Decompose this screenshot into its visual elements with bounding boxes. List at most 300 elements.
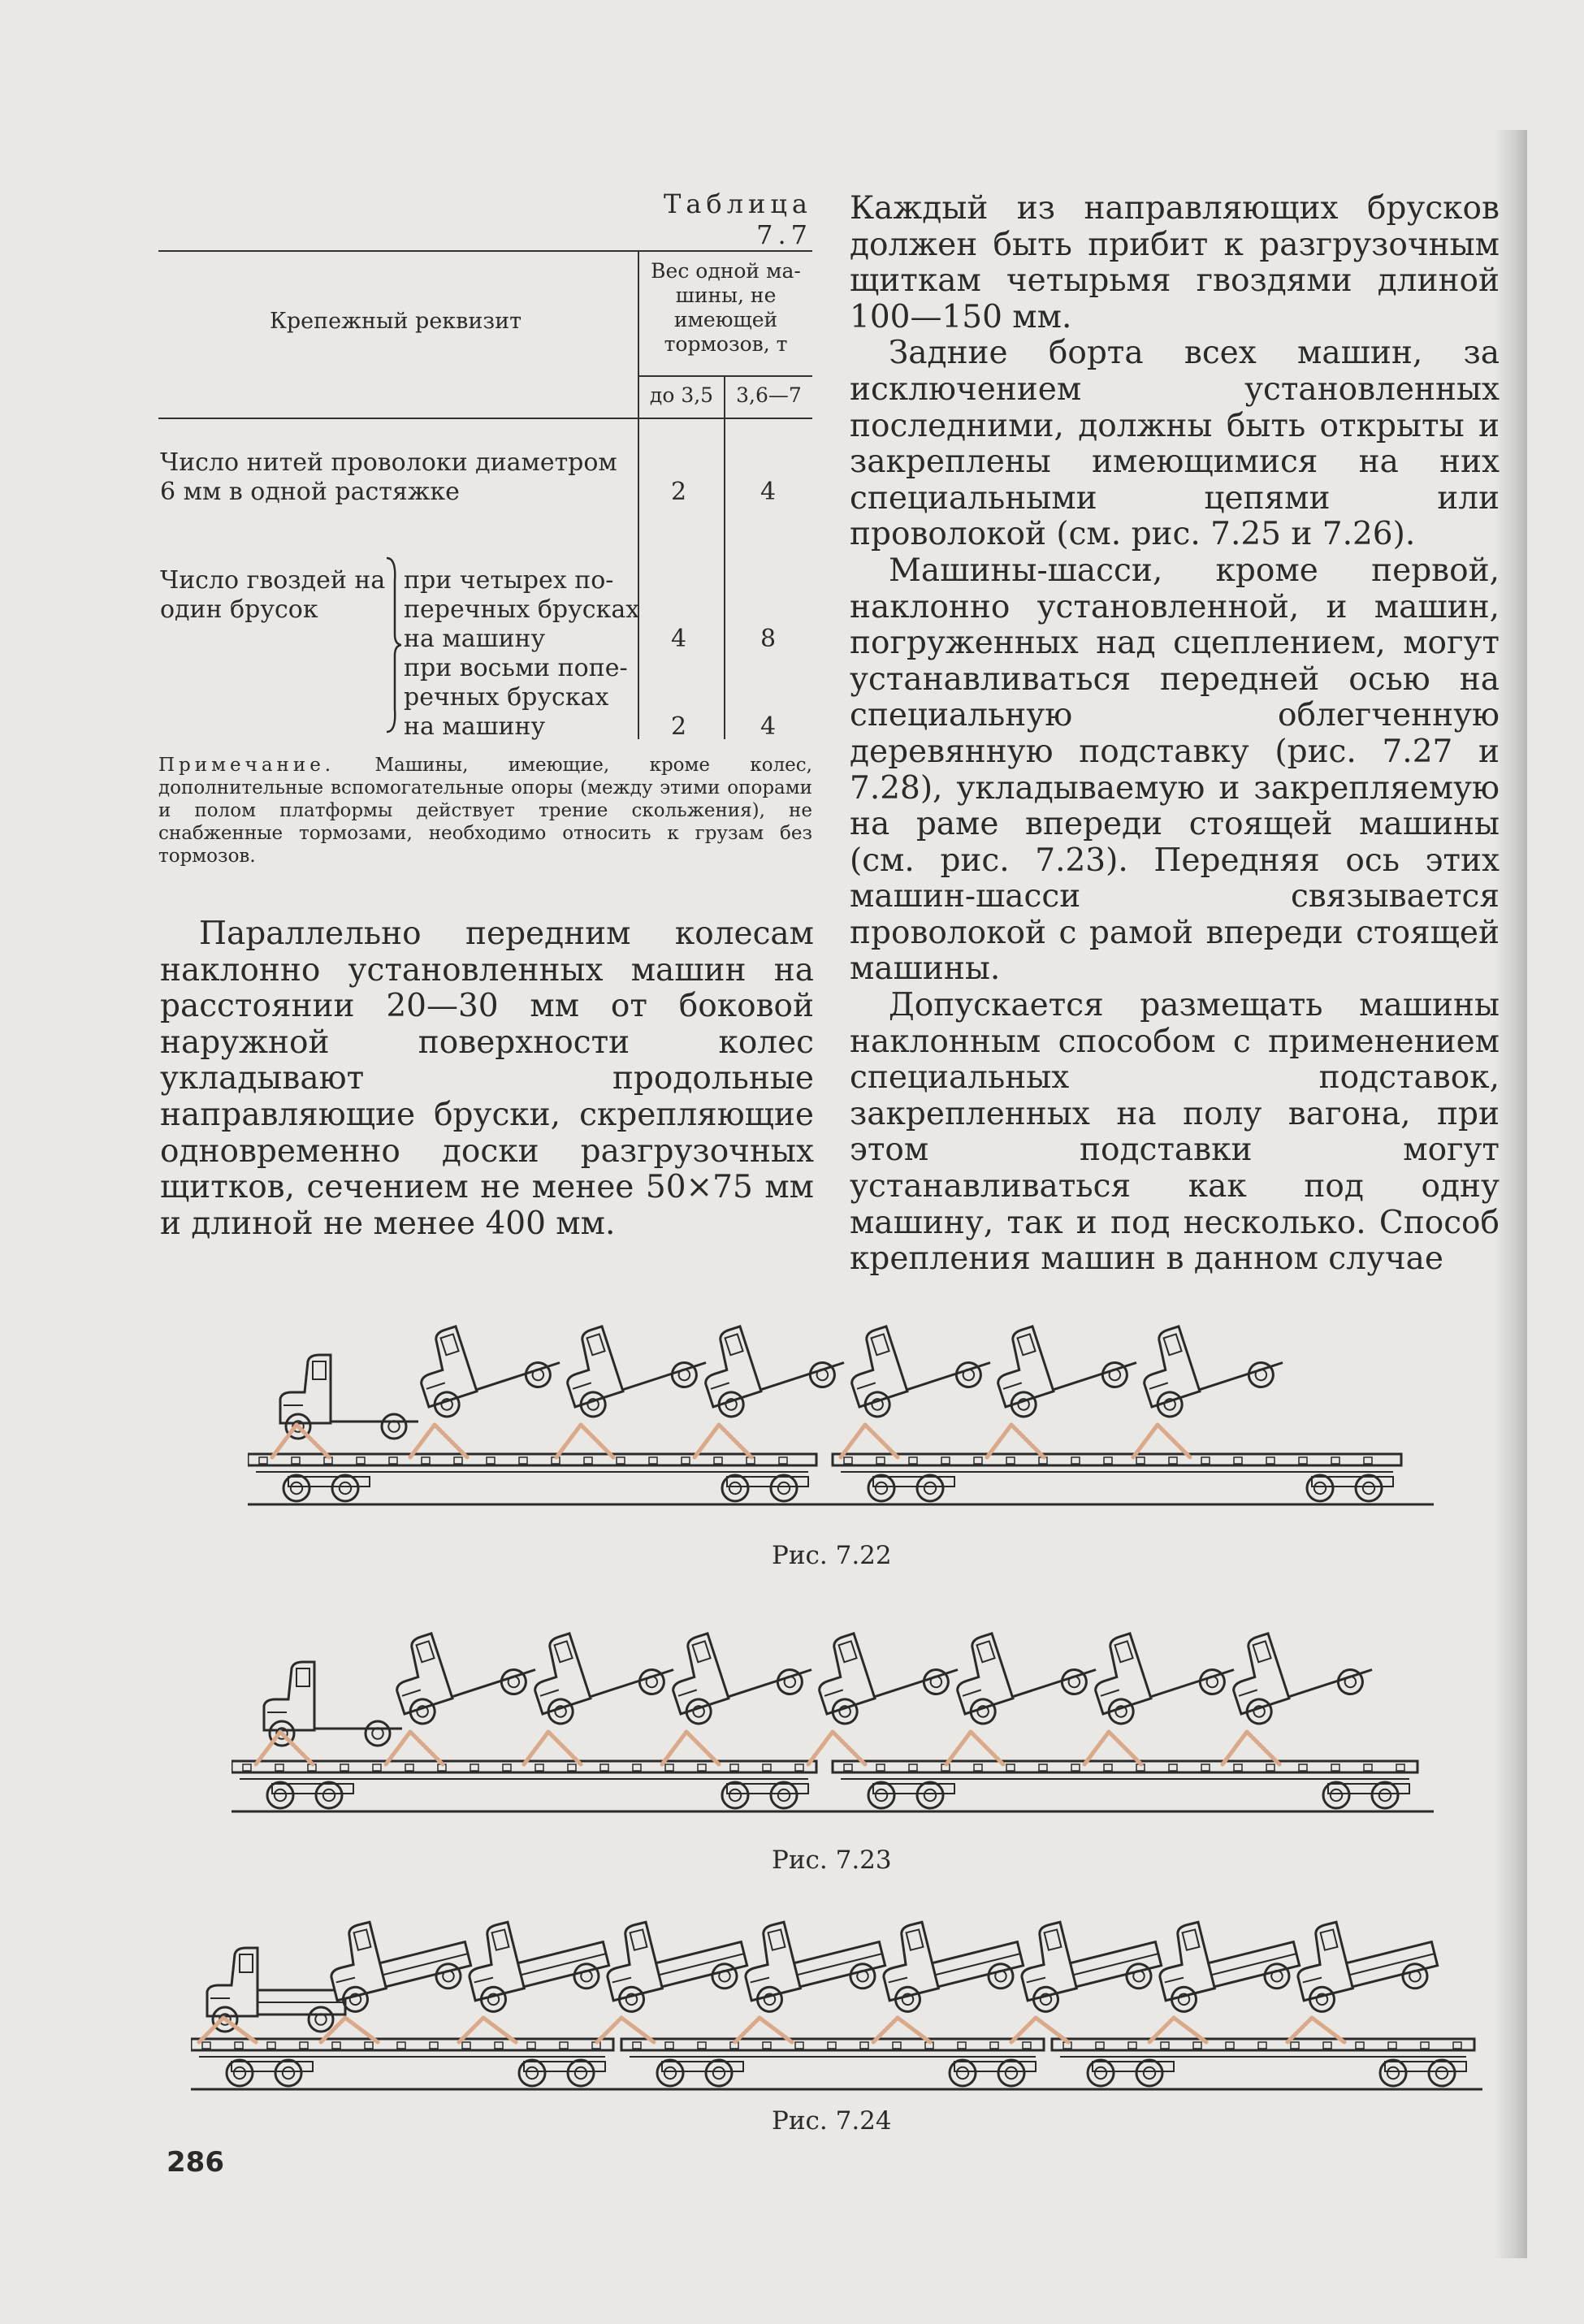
fig3-railcar-3-bogie1-w2-hub (1436, 2067, 1448, 2079)
fig3-railcar-2-bogie0-w1 (657, 2060, 683, 2086)
fig2-railcar-1-bogie1-w2 (771, 1782, 797, 1808)
table-top-rule (158, 250, 812, 252)
fig2-rope-a-1 (256, 1732, 280, 1764)
row2-sub2-line3: на машину (404, 712, 546, 741)
fig3-railcar-3-stake (1128, 2042, 1136, 2049)
fig3-truck-2-rear-wheel (434, 1962, 463, 1991)
fig1-railcar-2-stake (1071, 1457, 1080, 1464)
figure-7-24 (191, 1901, 1482, 2112)
fig3-railcar-2-stake (763, 2042, 771, 2049)
fig3-railcar-3-bogie0-w1 (1088, 2060, 1114, 2086)
fig2-truck-2-rear-wheel-hub (507, 1675, 521, 1689)
fig2-railcar-1-stake (633, 1764, 641, 1771)
fig3-railcar-1-stake (300, 2042, 308, 2049)
fig2-railcar-1-bogie1-w1-hub (729, 1790, 741, 1801)
fig2-railcar-2-stake (1396, 1764, 1404, 1771)
fig2-railcar-2 (833, 1761, 1417, 1808)
row2-sub1-value-a: 4 (671, 625, 687, 653)
fig3-railcar-2-stake (828, 2042, 836, 2049)
fig2-truck-4-rear-wheel-hub (783, 1675, 797, 1689)
fig1-railcar-2-stake (1299, 1457, 1307, 1464)
fig1-railcar-2-stake (1331, 1457, 1339, 1464)
table-header-bottom-rule (158, 418, 812, 419)
fig3-railcar-2-bogie0-w2 (706, 2060, 732, 2086)
fig3-railcar-1-stake (332, 2042, 340, 2049)
table-note (158, 754, 812, 868)
fig1-truck-6-rear-wheel (1099, 1360, 1130, 1391)
fig1-railcar-2-bogie1-w1-hub (1314, 1482, 1326, 1494)
fig3-railcar-3-bogie1-w1-hub (1387, 2067, 1399, 2079)
fig2-truck-5-cab (806, 1634, 875, 1714)
fig2-truck-4-cab (660, 1634, 729, 1714)
fig2-rope-a-8 (1223, 1732, 1247, 1764)
page-edge-shadow (1495, 130, 1527, 2258)
row1-label-line1: Число нитей проволоки диаметром (160, 448, 617, 477)
fig1-railcar-2-stake (1364, 1457, 1372, 1464)
fig1-truck-7 (1131, 1300, 1288, 1422)
fig3-railcar-1 (191, 2039, 613, 2086)
fig2-railcar-2-stake (876, 1764, 885, 1771)
fig2-railcar-2-bogie1-w2-hub (1379, 1790, 1391, 1801)
fig2-railcar-2-stake (1299, 1764, 1307, 1771)
row2-sub1-line3: на машину (404, 625, 546, 653)
fig1-truck-1 (280, 1355, 418, 1439)
fig1-truck-6-rear-wheel-hub (1108, 1368, 1122, 1382)
fig3-railcar-1-stake (202, 2042, 210, 2049)
right-paragraph-1: Каждый из направляющих брусков должен быть прибит к разгрузочным щиткам четырьмя гвоздями длиной 100—150 мм. (850, 190, 1500, 335)
fig1-truck-4-rear-wheel (807, 1360, 837, 1391)
fig1-truck-3-rear-wheel (669, 1360, 699, 1391)
fig1-rope-a-1 (272, 1425, 296, 1457)
right-paragraph-4: Допускается размещать машины наклонным способом с применением специальных подставок, закрепленных на полу вагона, при этом подставки могут устанавливаться как под одну машину, так и под несколько. Способ крепления машин в данном случае (850, 987, 1500, 1278)
fig1-truck-3 (554, 1300, 712, 1422)
table-note-text: Машины, имеющие, кроме колес, дополнительные вспомогательные опоры (между этими опорами и полом платформы действует трение скольжения), не снабженные тормозами, необходимо относить к грузам без тормозов. (158, 755, 812, 867)
table-header-weight-3: имеющей (673, 308, 778, 331)
fig1-rope-a-6 (987, 1425, 1011, 1457)
fig2-railcar-2-stake (1266, 1764, 1275, 1771)
fig1-rope-a-4 (695, 1425, 719, 1457)
fig3-railcar-1-bogie1-w2-hub (575, 2067, 586, 2079)
fig1-railcar-1-bogie1-w1-hub (729, 1482, 741, 1494)
figure-7-24-caption: Рис. 7.24 (772, 2106, 892, 2136)
fig2-truck-2-cab (383, 1634, 452, 1714)
fig1-railcar-2-stake (1104, 1457, 1112, 1464)
fig1-truck-6-cab (985, 1326, 1054, 1407)
table-note-lead: Примечание. (158, 755, 335, 776)
fig1-truck-2-cab (408, 1326, 477, 1407)
fig3-railcar-3-stake (1291, 2042, 1299, 2049)
fig1-truck-7-rear-wheel-hub (1254, 1368, 1268, 1382)
table-caption: Таблица 7.7 (664, 188, 812, 250)
fig3-truck-2 (321, 1901, 475, 2015)
fig3-truck-3 (459, 1901, 613, 2015)
fig2-truck-5-rear-wheel-hub (929, 1675, 943, 1689)
fig2-railcar-2-stake (1331, 1764, 1339, 1771)
table-subheader-b: 3,6—7 (736, 383, 802, 407)
fig2-railcar-2-stake (1006, 1764, 1015, 1771)
fig1-railcar-1-stake (487, 1457, 495, 1464)
fig2-railcar-2-stake (1364, 1764, 1372, 1771)
fig2-truck-8-cab (1220, 1634, 1289, 1714)
fig2-railcar-1-stake (503, 1764, 511, 1771)
fig3-railcar-3-stake (1323, 2042, 1331, 2049)
fig1-railcar-1-stake (422, 1457, 430, 1464)
fig1-rope-a-3 (556, 1425, 581, 1457)
fig2-truck-8-rear-wheel (1335, 1667, 1365, 1698)
fig2-railcar-1-stake (373, 1764, 381, 1771)
fig3-railcar-3-stake (1453, 2042, 1461, 2049)
fig3-railcar-2-bogie1-w2-hub (1006, 2067, 1017, 2079)
fig2-railcar-1-bogie1-w2-hub (778, 1790, 790, 1801)
fig2-railcar-1-stake (568, 1764, 576, 1771)
fig3-railcar-3-stake (1193, 2042, 1201, 2049)
fig1-rope-b-4 (719, 1425, 751, 1457)
fig1-railcar-2-bogie0-w2-hub (924, 1482, 936, 1494)
fig3-railcar-3-stake (1226, 2042, 1234, 2049)
fig1-railcar-2 (833, 1454, 1401, 1501)
fig3-railcar-3-bogie0-w2-hub (1144, 2067, 1155, 2079)
fig2-truck-1-cab (264, 1662, 314, 1730)
row1-value-a: 2 (671, 478, 687, 506)
fig3-railcar-1-bogie0-w1 (227, 2060, 253, 2086)
fig3-railcar-3-bogie1-w2 (1429, 2060, 1455, 2086)
fig1-railcar-1-stake (389, 1457, 397, 1464)
fig1-truck-4-rear-wheel-hub (816, 1368, 829, 1382)
fig3-railcar-1-stake (365, 2042, 373, 2049)
fig1-truck-3-cab (554, 1326, 623, 1407)
fig3-railcar-3-stake (1096, 2042, 1104, 2049)
fig1-rope-a-2 (410, 1425, 435, 1457)
fig2-railcar-1-stake (535, 1764, 543, 1771)
row1-value-b: 4 (760, 478, 777, 506)
fig2-railcar-2-stake (909, 1764, 917, 1771)
fig1-truck-7-rear-wheel (1245, 1360, 1276, 1391)
row2-sub2-line1: при восьми попе- (404, 654, 628, 682)
fig2-railcar-1-stake (470, 1764, 478, 1771)
fig2-railcar-2-stake (1201, 1764, 1210, 1771)
fig2-truck-2 (383, 1607, 541, 1729)
fig1-truck-4 (692, 1300, 850, 1422)
fig3-truck-8-rear-wheel (1262, 1962, 1292, 1991)
fig2-railcar-2-bogie0-w2-hub (924, 1790, 936, 1801)
fig1-railcar-2-deck (833, 1454, 1401, 1465)
fig2-rope-b-2 (410, 1732, 443, 1764)
fig2-truck-3 (522, 1607, 679, 1729)
fig3-truck-6 (873, 1901, 1028, 2015)
fig2-railcar-1-stake (405, 1764, 413, 1771)
fig2-railcar-1-bogie1-w1 (722, 1782, 748, 1808)
fig3-railcar-1-stake (495, 2042, 503, 2049)
fig2-railcar-2-stake (974, 1764, 982, 1771)
fig2-railcar-1-stake (795, 1764, 803, 1771)
fig2-railcar-2-stake (1039, 1764, 1047, 1771)
fig1-railcar-1-stake (454, 1457, 462, 1464)
fig1-truck-2 (408, 1300, 565, 1422)
fig1-railcar-2-bogie1-w2-hub (1363, 1482, 1374, 1494)
fig3-railcar-2-stake (795, 2042, 803, 2049)
fig2-railcar-1-stake (730, 1764, 738, 1771)
fig3-railcar-3-stake (1161, 2042, 1169, 2049)
fig1-rope-b-7 (1158, 1425, 1190, 1457)
fig3-railcar-3-bogie0-w2 (1136, 2060, 1162, 2086)
fig3-railcar-1-stake (560, 2042, 568, 2049)
fig2-rope-b-3 (548, 1732, 581, 1764)
fig1-railcar-2-stake (876, 1457, 885, 1464)
fig1-railcar-2-stake (1201, 1457, 1210, 1464)
fig1-rope-b-6 (1011, 1425, 1044, 1457)
fig1-rope-b-1 (296, 1425, 329, 1457)
table-header-weight-1: Вес одной ма- (651, 259, 801, 283)
fig2-truck-4 (660, 1607, 817, 1729)
fig1-railcar-2-stake (974, 1457, 982, 1464)
fig2-truck-6-cab (944, 1634, 1013, 1714)
fig2-truck-7 (1082, 1607, 1240, 1729)
fig2-rope-a-7 (1084, 1732, 1109, 1764)
fig2-truck-7-rear-wheel (1197, 1667, 1227, 1698)
fig1-railcar-1-stake (357, 1457, 365, 1464)
fig1-rope-a-5 (841, 1425, 865, 1457)
fig1-railcar-1-stake (649, 1457, 657, 1464)
fig2-truck-1-rear-wheel (366, 1721, 390, 1746)
fig1-railcar-1-deck (248, 1454, 816, 1465)
fig3-truck-1-rear-wheel (309, 2007, 333, 2032)
fig3-truck-5 (735, 1901, 889, 2015)
fig1-railcar-2-bogie0-w1-hub (876, 1482, 887, 1494)
row2-sub1-line1: при четырех по- (404, 566, 614, 595)
fig1-railcar-2-bogie0-w1 (868, 1475, 894, 1501)
fig3-truck-9 (1288, 1901, 1442, 2015)
fig1-truck-5-rear-wheel (953, 1360, 984, 1391)
fig3-railcar-1-stake (462, 2042, 470, 2049)
fig3-truck-4-rear-wheel (710, 1962, 739, 1991)
fig3-railcar-3-bogie0-w1-hub (1095, 2067, 1106, 2079)
fig3-truck-6-rear-wheel (986, 1962, 1015, 1991)
fig1-railcar-1-stake (682, 1457, 690, 1464)
fig3-truck-5-rear-wheel (848, 1962, 877, 1991)
curly-brace (383, 556, 401, 734)
fig3-railcar-3-bogie1-w1 (1380, 2060, 1406, 2086)
fig2-truck-5 (806, 1607, 963, 1729)
fig1-truck-2-rear-wheel (522, 1360, 553, 1391)
fig2-railcar-2-deck (833, 1761, 1417, 1772)
right-column (850, 191, 1500, 1278)
fig2-truck-5-rear-wheel (920, 1667, 951, 1698)
fig2-railcar-1-bogie0-w2-hub (323, 1790, 335, 1801)
fig2-truck-3-cab (522, 1634, 591, 1714)
fig2-truck-7-cab (1082, 1634, 1151, 1714)
fig3-railcar-1-stake (430, 2042, 438, 2049)
figure-7-22 (248, 1292, 1434, 1535)
fig2-railcar-2-bogie1-w1 (1323, 1782, 1349, 1808)
fig2-truck-3-rear-wheel-hub (645, 1675, 659, 1689)
fig2-railcar-2-bogie0-w1-hub (876, 1790, 887, 1801)
row1-label-line2: 6 мм в одной растяжке (160, 478, 460, 506)
fig1-railcar-1-bogie0-w1-hub (291, 1482, 302, 1494)
fig2-truck-6-rear-wheel-hub (1067, 1675, 1081, 1689)
fig1-railcar-1-stake (617, 1457, 625, 1464)
fig3-railcar-2-bogie0-w2-hub (713, 2067, 725, 2079)
row2-label-line2: один брусок (160, 595, 318, 624)
fig3-railcar-3-stake (1388, 2042, 1396, 2049)
fig3-railcar-2-stake (633, 2042, 641, 2049)
fig1-railcar-2-stake (1169, 1457, 1177, 1464)
table-header-weight-4: тормозов, т (664, 332, 788, 356)
fig1-railcar-2-bogie1-w1 (1307, 1475, 1333, 1501)
fig3-truck-8 (1149, 1901, 1304, 2015)
fig2-truck-6-rear-wheel (1058, 1667, 1089, 1698)
fig2-rope-a-4 (662, 1732, 686, 1764)
fig2-truck-3-rear-wheel (636, 1667, 667, 1698)
fig3-railcar-1-bogie0-w2-hub (283, 2067, 294, 2079)
left-column (160, 916, 814, 1242)
fig3-railcar-1-bogie1-w1 (519, 2060, 545, 2086)
fig1-railcar-1-bogie0-w2 (332, 1475, 358, 1501)
fig1-rope-b-3 (581, 1425, 613, 1457)
table-subheader-a: до 3,5 (649, 383, 714, 407)
fig1-railcar-2-bogie0-w2 (917, 1475, 943, 1501)
table-header-col1: Крепежный реквизит (270, 309, 522, 334)
fig2-railcar-2-stake (1104, 1764, 1112, 1771)
fig1-truck-1-rear-wheel (382, 1414, 406, 1439)
fig3-truck-4 (597, 1901, 751, 2015)
table-subcol-vline (724, 375, 725, 739)
fig2-railcar-1-stake (275, 1764, 283, 1771)
fig2-railcar-1 (232, 1761, 816, 1808)
fig1-rope-b-2 (435, 1425, 467, 1457)
fig1-railcar-1-bogie1-w1 (722, 1475, 748, 1501)
row2-sub2-value-b: 4 (760, 712, 777, 741)
fig2-truck-6 (944, 1607, 1101, 1729)
row2-sub1-value-b: 8 (760, 625, 777, 653)
fig3-railcar-1-bogie0-w2 (275, 2060, 301, 2086)
fig3-railcar-1-bogie0-w1-hub (234, 2067, 245, 2079)
row2-sub1-line2: перечных брусках (404, 595, 640, 624)
fig2-rope-b-8 (1247, 1732, 1279, 1764)
fig1-railcar-1-bogie1-w2-hub (778, 1482, 790, 1494)
fig3-truck-7-rear-wheel (1124, 1962, 1153, 1991)
fig2-railcar-1-stake (665, 1764, 673, 1771)
fig2-rope-b-6 (971, 1732, 1003, 1764)
fig1-railcar-1-stake (519, 1457, 527, 1464)
fig1-railcar-2-stake (844, 1457, 852, 1464)
fig1-truck-4-cab (692, 1326, 761, 1407)
fig1-railcar-1-stake (292, 1457, 300, 1464)
figure-7-23 (232, 1599, 1434, 1842)
fig3-railcar-2-bogie0-w1-hub (664, 2067, 676, 2079)
fig2-railcar-2-bogie0-w2 (917, 1782, 943, 1808)
fig3-railcar-1-stake (267, 2042, 275, 2049)
fig1-truck-5-cab (838, 1326, 907, 1407)
fig1-truck-1-cab (280, 1355, 331, 1423)
fig1-truck-6 (985, 1300, 1142, 1422)
fig3-railcar-1-stake (235, 2042, 243, 2049)
fig1-railcar-1-bogie0-w2-hub (340, 1482, 351, 1494)
fig1-truck-5-rear-wheel-hub (962, 1368, 976, 1382)
fig3-railcar-2 (621, 2039, 1044, 2086)
fig3-truck-3-rear-wheel (572, 1962, 601, 1991)
fig3-railcar-3-stake (1421, 2042, 1429, 2049)
fig3-railcar-1-bogie1-w1-hub (526, 2067, 538, 2079)
fig3-railcar-2-stake (860, 2042, 868, 2049)
left-paragraph: Параллельно передним колесам наклонно установленных машин на расстоянии 20—30 мм от боковой наружной поверхности колес укладывают продольные направляющие бруски, скрепляющие одновременно доски разгрузочных щитков, сечением не менее 50×75 мм и длиной не менее 400 мм. (160, 915, 814, 1242)
fig2-railcar-2-bogie1-w1-hub (1331, 1790, 1342, 1801)
fig1-railcar-2-stake (1006, 1457, 1015, 1464)
fig1-railcar-1-stake (714, 1457, 722, 1464)
fig2-rope-a-3 (524, 1732, 548, 1764)
right-paragraph-3: Машины-шасси, кроме первой, наклонно установленной, и машин, погруженных над сцеплением, могут устанавливаться передней осью на специальную облегченную деревянную подставку (рис. 7.27 и 7.28), укладываемую и закрепляемую на раме впереди стоящей машины (см. рис. 7.23). Передняя ось этих машин-шасси связывается проволокой с рамой впереди стоящей машины. (850, 552, 1500, 988)
right-paragraph-2: Задние борта всех машин, за исключением установленных последними, должны быть открыты и закреплены имеющимися на них специальными цепями или проволокой (см. рис. 7.25 и 7.26). (850, 335, 1500, 553)
fig2-railcar-1-stake (600, 1764, 608, 1771)
fig3-truck-9-rear-wheel (1400, 1962, 1430, 1991)
page-number: 286 (167, 2146, 224, 2179)
fig1-railcar-2-stake (1234, 1457, 1242, 1464)
fig2-railcar-1-stake (763, 1764, 771, 1771)
fig2-railcar-2-bogie0-w1 (868, 1782, 894, 1808)
fig3-railcar-3-stake (1258, 2042, 1266, 2049)
fig2-railcar-1-stake (243, 1764, 251, 1771)
fig1-railcar-2-bogie1-w2 (1356, 1475, 1382, 1501)
fig1-railcar-1 (248, 1454, 816, 1501)
fig2-railcar-2-stake (1234, 1764, 1242, 1771)
fig3-truck-7 (1011, 1901, 1166, 2015)
fig2-truck-8 (1220, 1607, 1378, 1729)
fig3-railcar-2-bogie1-w1 (950, 2060, 976, 2086)
fig1-truck-3-rear-wheel-hub (677, 1368, 691, 1382)
fig1-truck-2-rear-wheel-hub (531, 1368, 545, 1382)
row2-label-line1: Число гвоздей на (160, 566, 386, 595)
fig3-railcar-2-bogie1-w1-hub (957, 2067, 968, 2079)
fig2-rope-b-1 (280, 1732, 313, 1764)
fig1-truck-7-cab (1131, 1326, 1200, 1407)
figure-7-22-caption: Рис. 7.22 (772, 1541, 892, 1570)
fig2-railcar-1-bogie0-w2 (316, 1782, 342, 1808)
fig1-railcar-1-stake (779, 1457, 787, 1464)
row2-sub2-line2: речных брусках (404, 683, 609, 712)
fig2-railcar-1-stake (340, 1764, 348, 1771)
fig2-railcar-2-bogie1-w2 (1372, 1782, 1398, 1808)
fig2-truck-8-rear-wheel-hub (1344, 1675, 1357, 1689)
fig3-railcar-3-stake (1356, 2042, 1364, 2049)
row2-sub2-value-a: 2 (671, 712, 687, 741)
fig3-railcar-2-stake (698, 2042, 706, 2049)
fig2-rope-b-5 (833, 1732, 865, 1764)
fig3-railcar-2-stake (665, 2042, 673, 2049)
fig2-truck-7-rear-wheel-hub (1205, 1675, 1219, 1689)
figure-7-23-caption: Рис. 7.23 (772, 1846, 892, 1875)
fig2-railcar-2-stake (1169, 1764, 1177, 1771)
fig2-truck-4-rear-wheel (774, 1667, 805, 1698)
table-header-weight-2: шины, не (675, 283, 777, 307)
fig1-railcar-1-stake (584, 1457, 592, 1464)
fig2-rope-b-4 (686, 1732, 719, 1764)
fig2-railcar-2-stake (844, 1764, 852, 1771)
fig2-railcar-1-bogie0-w1 (267, 1782, 293, 1808)
fig3-railcar-1-bogie1-w2 (568, 2060, 594, 2086)
fig3-truck-1-cab (207, 1948, 258, 2016)
fig3-railcar-2-stake (958, 2042, 966, 2049)
fig3-railcar-2-stake (990, 2042, 998, 2049)
fig3-railcar-3 (1052, 2039, 1474, 2086)
fig2-truck-1 (264, 1662, 402, 1746)
fig2-railcar-1-bogie0-w1-hub (275, 1790, 286, 1801)
fig1-truck-5 (838, 1300, 996, 1422)
fig1-railcar-2-stake (1266, 1457, 1275, 1464)
fig1-railcar-2-stake (909, 1457, 917, 1464)
fig1-railcar-2-stake (941, 1457, 950, 1464)
fig1-railcar-2-stake (1136, 1457, 1145, 1464)
fig2-rope-a-6 (946, 1732, 971, 1764)
fig1-rope-b-5 (865, 1425, 898, 1457)
